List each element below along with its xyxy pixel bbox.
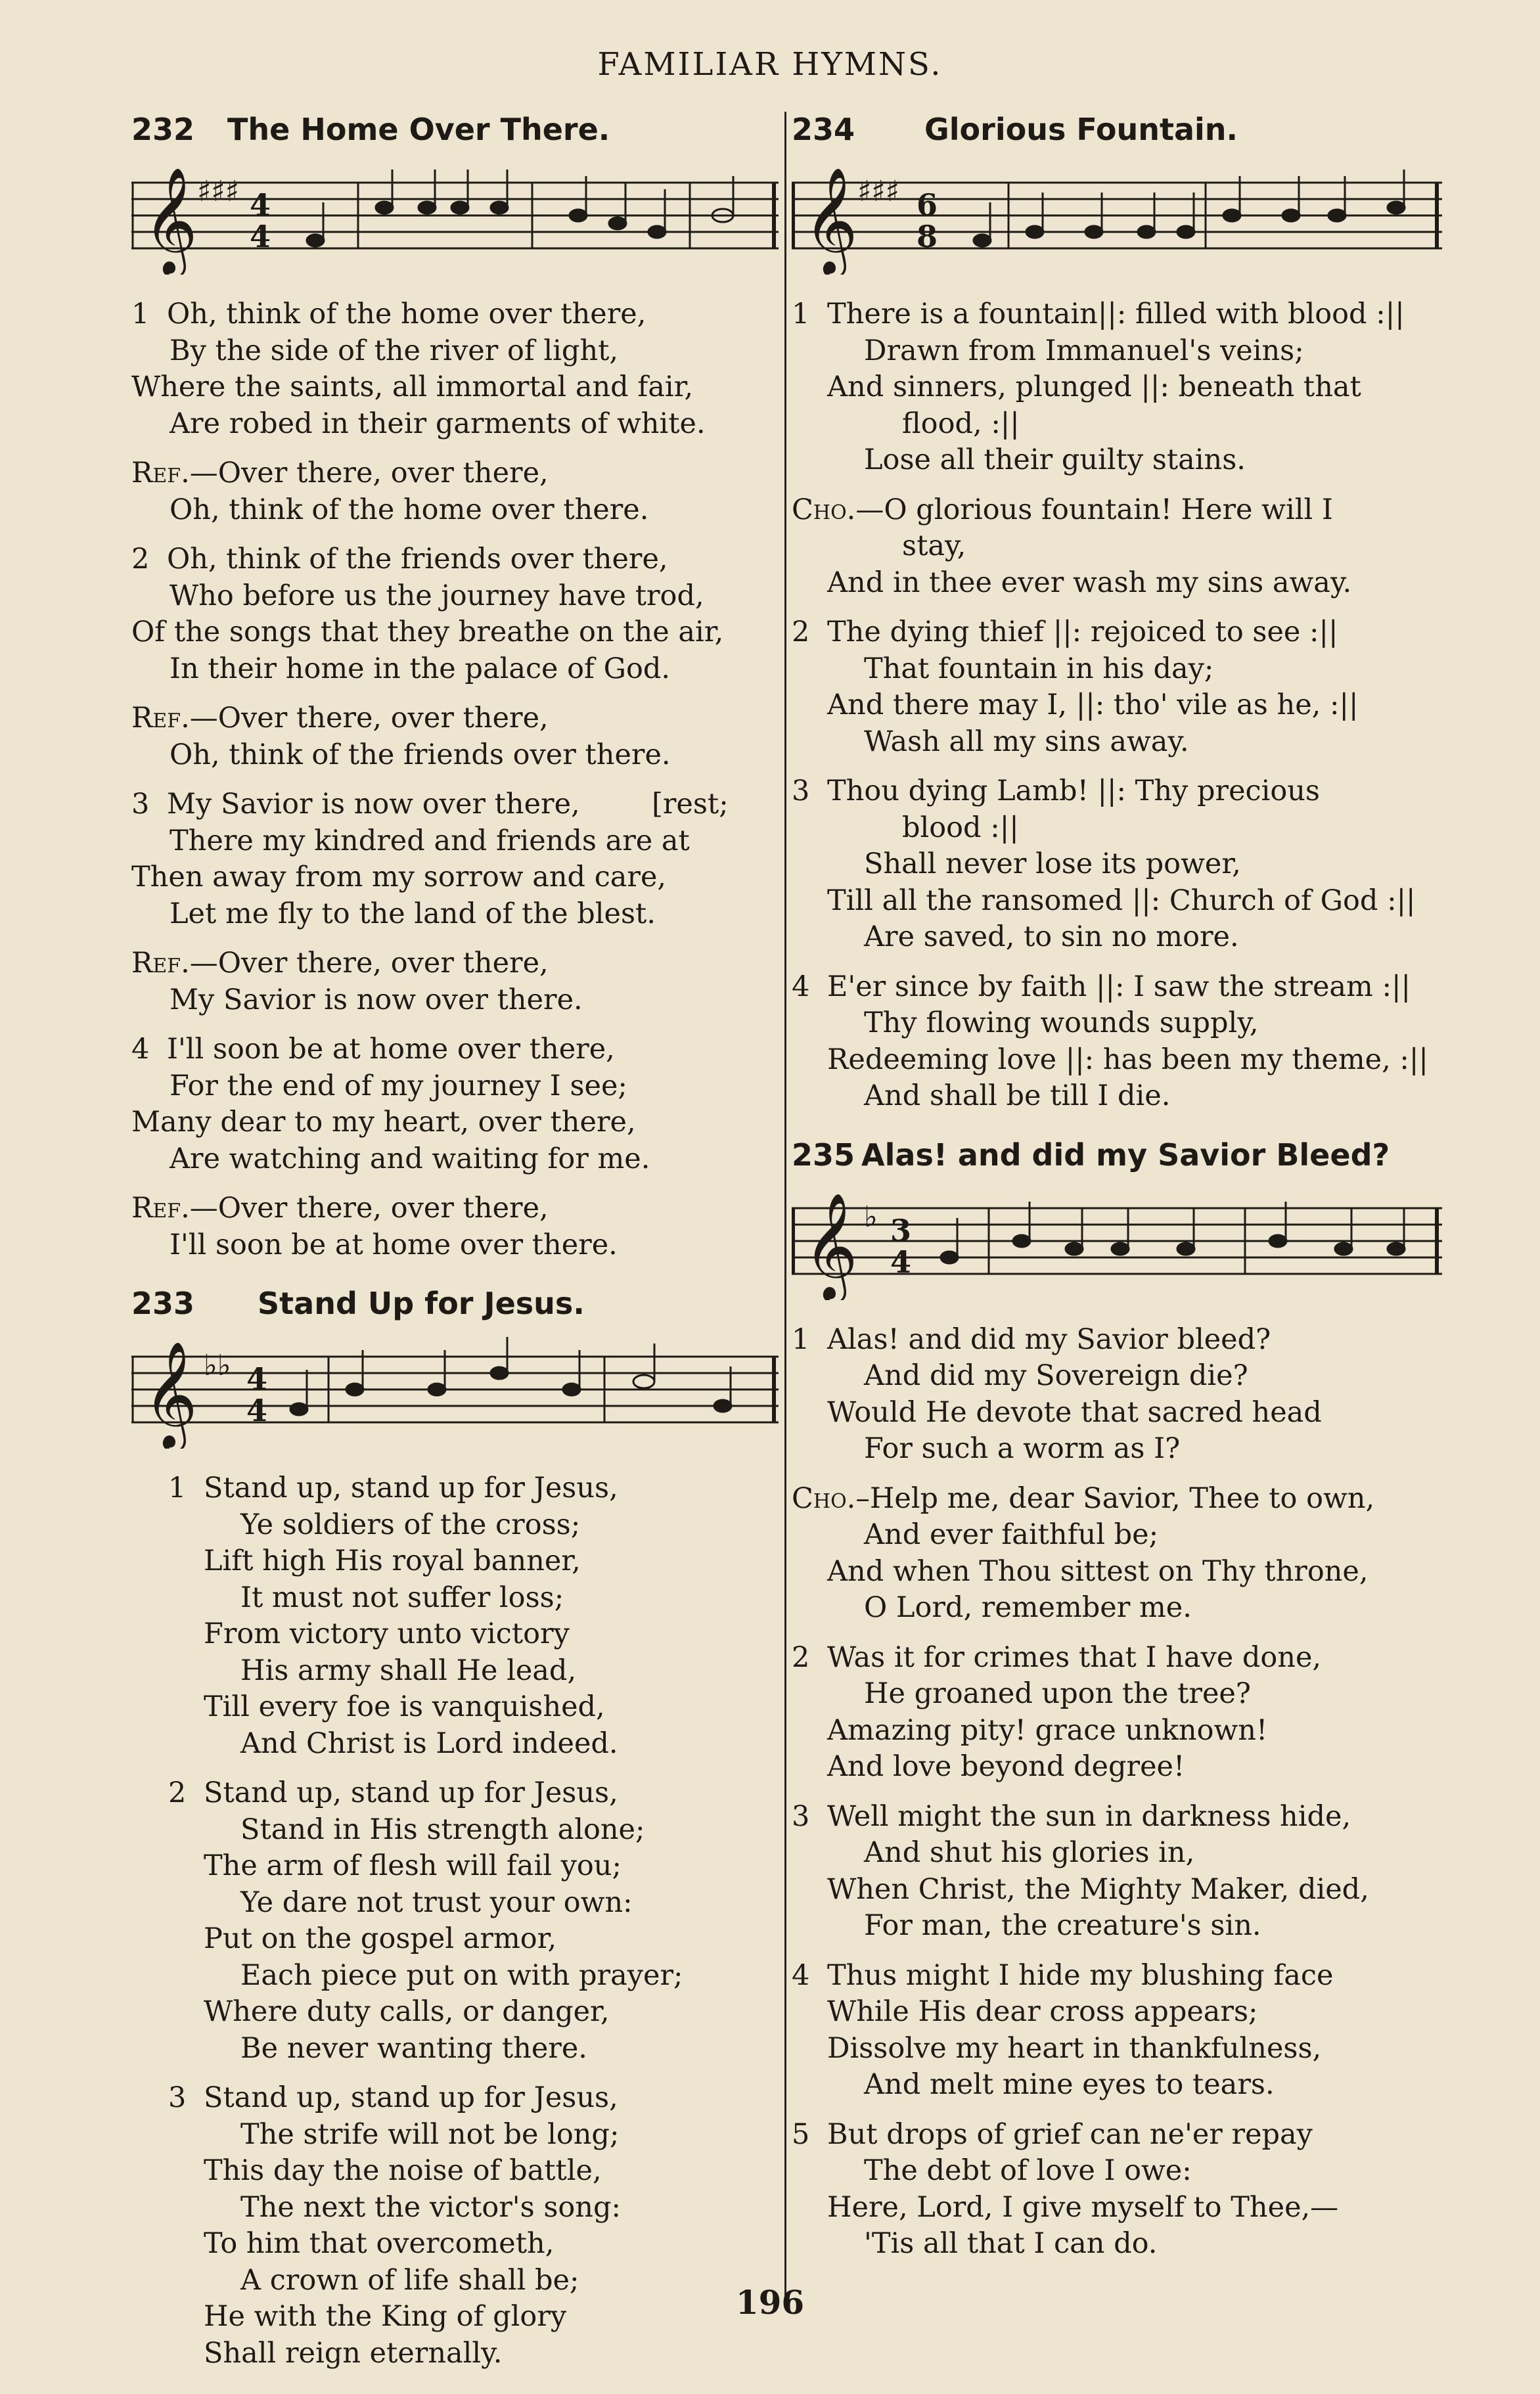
refrain: Ref.—Over there, over there, Oh, think of the friends over there. (131, 702, 671, 771)
svg-text:4: 4 (250, 187, 271, 223)
hymn-number: 232 (131, 112, 195, 147)
stanza: 1 Alas! and did my Savior bleed? And did my Sovereign die? Would He devote that sacred head For such a worm as I? (792, 1322, 1322, 1465)
treble-clef-icon: 𝄞 (143, 1341, 198, 1448)
svg-text:6: 6 (917, 187, 938, 223)
treble-clef-icon: 𝄞 (143, 167, 198, 274)
left-column (131, 112, 779, 2394)
svg-text:♭♭: ♭♭ (204, 1349, 231, 1382)
hymn-233 (131, 1286, 779, 2372)
stanza: 1 There is a fountain||: filled with blood :|| Drawn from Immanuel's veins; And sinners, plunged ||: beneath that flood, :|| Lose all their guilty stains. (792, 298, 1405, 476)
treble-clef-icon: 𝄞 (804, 1192, 858, 1299)
stanza: 4 I'll soon be at home over there, For the end of my journey I see; Many dear to my heart, over there, Are watching and waiting for me. (131, 1033, 650, 1175)
hymn-title (792, 112, 1442, 147)
stanza: 5 But drops of grief can ne'er repay The debt of love I owe: Here, Lord, I give myself to Thee,— 'Tis all that I can do. (792, 2117, 1339, 2260)
hymn-name: Stand Up for Jesus. (258, 1286, 585, 1321)
lyrics (131, 296, 779, 1263)
svg-text:4: 4 (250, 219, 271, 254)
lyrics (131, 1470, 779, 2372)
hymn-234 (792, 112, 1442, 1115)
hymn-name: Glorious Fountain. (924, 112, 1238, 147)
refrain: Ref.—Over there, over there, My Savior is now over there. (131, 947, 583, 1016)
treble-clef-icon: 𝄞 (804, 167, 858, 274)
hymn-title (792, 1137, 1442, 1173)
refrain: Ref.—Over there, over there, Oh, think of the home over there. (131, 457, 649, 526)
stanza: 2 Oh, think of the friends over there, Who before us the journey have trod, Of the songs that they breathe on the air, In their home in the palace of God. (131, 543, 724, 685)
hymn-number: 234 (792, 112, 855, 147)
hymn-name: The Home Over There. (227, 112, 610, 147)
music-staff (792, 1188, 1442, 1303)
music-staff (131, 1337, 779, 1452)
lyrics (792, 1322, 1442, 2263)
hymn-number: 233 (131, 1286, 195, 1321)
chorus: Cho.–Help me, dear Savior, Thee to own, And ever faithful be; And when Thou sittest on Thy throne, O Lord, remember me. (792, 1481, 1375, 1624)
svg-text:4: 4 (246, 1393, 268, 1428)
stanza: 3 Stand up, stand up for Jesus, The strife will not be long; This day the noise of battle, The next the victor's song: To him that overcometh, A crown of life shall be; He with the King of glory Shall reign eternally. (168, 2081, 621, 2370)
page-header: FAMILIAR HYMNS. (597, 46, 943, 83)
refrain: Ref.—Over there, over there, I'll soon be at home over there. (131, 1192, 618, 1261)
stanza: 2 The dying thief ||: rejoiced to see :|| That fountain in his day; And there may I, ||: tho' vile as he, :|| Wash all my sins away. (792, 616, 1359, 758)
stanza: 1 Oh, think of the home over there, By the side of the river of light, Where the saints, all immortal and fair, Are robed in their garments of white. (131, 298, 706, 440)
stanza: 3 Thou dying Lamb! ||: Thy precious blood :|| Shall never lose its power, Till all the ransomed ||: Church of God :|| Are saved, to sin no more. (792, 775, 1416, 953)
chorus: Cho.—O glorious fountain! Here will I stay, And in thee ever wash my sins away. (792, 493, 1352, 599)
hymn-title (131, 1286, 779, 1321)
column-divider (784, 112, 786, 2306)
stanza: 2 Was it for crimes that I have done, He groaned upon the tree? Amazing pity! grace unknown! And love beyond degree! (792, 1640, 1322, 1783)
svg-text:4: 4 (246, 1361, 268, 1397)
hymn-232 (131, 112, 779, 1263)
staff-notation (792, 163, 1442, 275)
stanza: 3 My Savior is now over there, [rest; There my kindred and friends are at Then away from my sorrow and care, Let me fly to the land of the blest. (131, 788, 729, 930)
page-number: 196 (735, 2283, 805, 2322)
svg-text:4: 4 (890, 1244, 912, 1280)
svg-text:3: 3 (890, 1212, 912, 1248)
stanza: 2 Stand up, stand up for Jesus, Stand in His strength alone; The arm of flesh will fail you; Ye dare not trust your own: Put on the gospel armor, Each piece put on with prayer; Where duty calls, or danger, Be never wanting there. (168, 1776, 683, 2065)
svg-text:♭: ♭ (864, 1200, 878, 1234)
staff-notation (131, 1337, 779, 1449)
right-column (792, 112, 1442, 2285)
svg-text:8: 8 (917, 219, 938, 254)
hymn-number: 235 (792, 1137, 855, 1173)
music-staff (792, 163, 1442, 278)
lyrics (792, 296, 1442, 1115)
stanza: 3 Well might the sun in darkness hide, And shut his glories in, When Christ, the Mighty Maker, died, For man, the creature's sin. (792, 1799, 1369, 1942)
staff-notation (131, 163, 779, 275)
music-staff (131, 163, 779, 278)
stanza: 1 Stand up, stand up for Jesus, Ye soldiers of the cross; Lift high His royal banner, It must not suffer loss; From victory unto victory His army shall He lead, Till every foe is vanquished, And Christ is Lord indeed. (168, 1472, 618, 1760)
svg-text:♯♯♯: ♯♯♯ (197, 175, 239, 208)
hymn-name: Alas! and did my Savior Bleed? (861, 1137, 1390, 1173)
hymn-title (131, 112, 779, 147)
hymn-235 (792, 1137, 1442, 2263)
staff-notation (792, 1188, 1442, 1300)
stanza: 4 E'er since by faith ||: I saw the stream :|| Thy flowing wounds supply, Redeeming love ||: has been my theme, :|| And shall be till I die. (792, 970, 1428, 1112)
stanza: 4 Thus might I hide my blushing face While His dear cross appears; Dissolve my heart in thankfulness, And melt mine eyes to tears. (792, 1958, 1334, 2101)
svg-text:♯♯♯: ♯♯♯ (857, 175, 899, 208)
